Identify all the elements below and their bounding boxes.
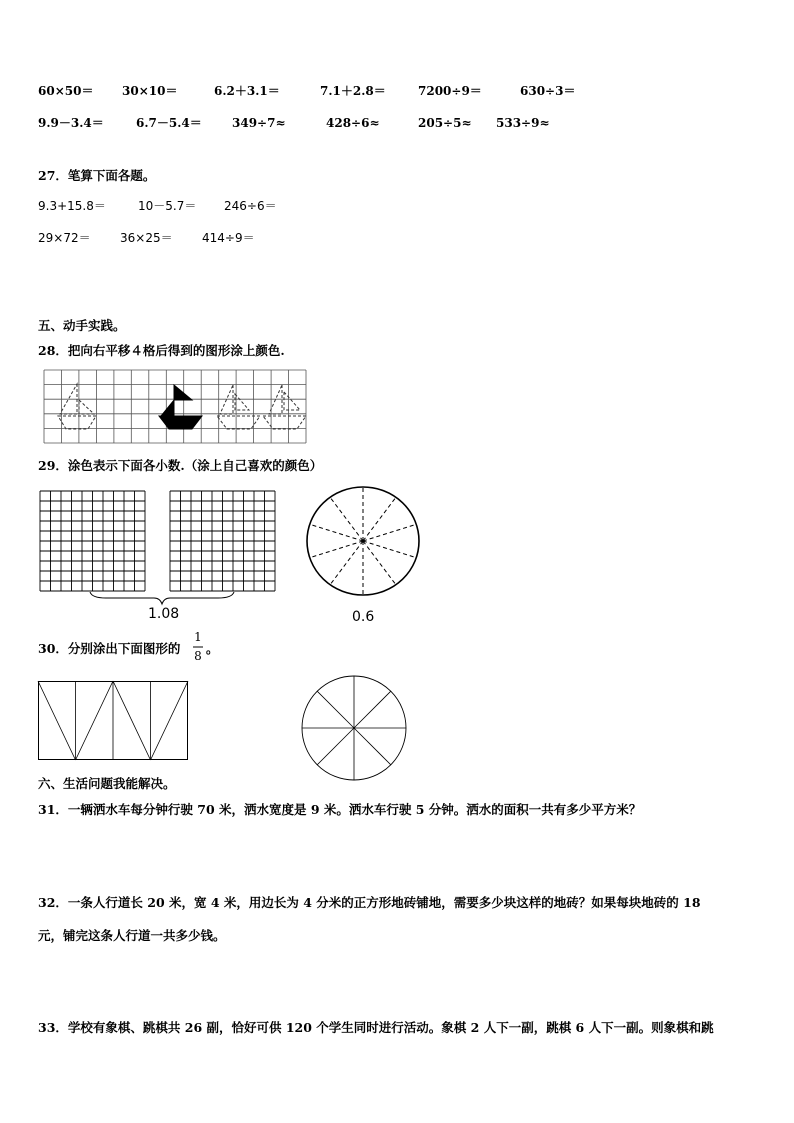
question-33-text: 33．学校有象棋、跳棋共 26 副，恰好可供 120 个学生同时进行活动。象棋 2 人下一副，跳棋 6 人下一副。则象棋和跳 (38, 1020, 714, 1035)
q27-row-1 (0, 198, 794, 218)
oral-calc-item: 6.7－5.4＝ (136, 116, 202, 130)
question-32-line-2: 元，铺完这条人行道一共多少钱。 (38, 928, 226, 943)
hundred-grid-right (170, 491, 276, 593)
hundred-grid-left (40, 491, 146, 593)
question-30-title-text: 30．分别涂出下面图形的 (38, 641, 181, 656)
q27-row-2 (0, 230, 794, 250)
circle-decimal-label: 0.6 (352, 609, 375, 625)
circle-ten-parts (306, 486, 420, 596)
circle-eight-parts (301, 675, 407, 781)
grid-brace (88, 590, 238, 606)
oral-calc-item: 428÷6≈ (326, 116, 380, 130)
grid-decimal-label: 1.08 (148, 606, 180, 622)
oral-calc-item: 60×50＝ (38, 84, 94, 98)
written-calc-item: 246÷6＝ (224, 199, 277, 213)
translation-grid-figure (44, 370, 310, 444)
question-29-title: 29．涂色表示下面各小数.（涂上自己喜欢的颜色） (38, 458, 323, 473)
question-30-title-end: 。 (206, 641, 219, 656)
oral-calc-item: 630÷3＝ (520, 84, 576, 98)
fraction-denominator: 8 (194, 649, 202, 663)
oral-calc-item: 6.2＋3.1＝ (214, 84, 280, 98)
section-5-title: 五、动手实践。 (38, 318, 126, 333)
oral-calc-row-1 (0, 83, 794, 103)
written-calc-item: 36×25＝ (120, 231, 173, 245)
oral-calc-item: 9.9－3.4＝ (38, 116, 104, 130)
rectangle-eight-triangles (38, 681, 190, 761)
oral-calc-item: 30×10＝ (122, 84, 178, 98)
oral-calc-item: 205÷5≈ (418, 116, 472, 130)
grid-lines (44, 370, 306, 443)
written-calc-item: 29×72＝ (38, 231, 91, 245)
question-27-title: 27．笔算下面各题。 (38, 168, 156, 183)
question-32-line-1: 32．一条人行道长 20 米，宽 4 米，用边长为 4 分米的正方形地砖铺地，需要多少块这样的地砖？如果每块地砖的 18 (38, 895, 701, 910)
black-boat-shape (159, 385, 202, 429)
written-calc-item: 9.3+15.8＝ (38, 199, 106, 213)
fraction-bar (193, 646, 203, 648)
fraction-numerator: 1 (194, 630, 202, 644)
question-30-title (38, 641, 180, 657)
oral-calc-item: 7.1＋2.8＝ (320, 84, 386, 98)
dashed-boat-outline (263, 385, 306, 429)
oral-calc-row-2 (0, 115, 794, 135)
dashed-boat-outline (58, 384, 96, 429)
oral-calc-item: 7200÷9＝ (418, 84, 482, 98)
question-31-text: 31．一辆洒水车每分钟行驶 70 米，洒水宽度是 9 米。洒水车行驶 5 分钟。洒水的面积一共有多少平方米？ (38, 802, 642, 817)
oral-calc-item: 533÷9≈ (496, 116, 550, 130)
question-28-title: 28．把向右平移４格后得到的图形涂上颜色. (38, 343, 285, 358)
oral-calc-item: 349÷7≈ (232, 116, 286, 130)
written-calc-item: 10－5.7＝ (138, 199, 197, 213)
section-6-title: 六、生活问题我能解决。 (38, 776, 176, 791)
written-calc-item: 414÷9＝ (202, 231, 255, 245)
